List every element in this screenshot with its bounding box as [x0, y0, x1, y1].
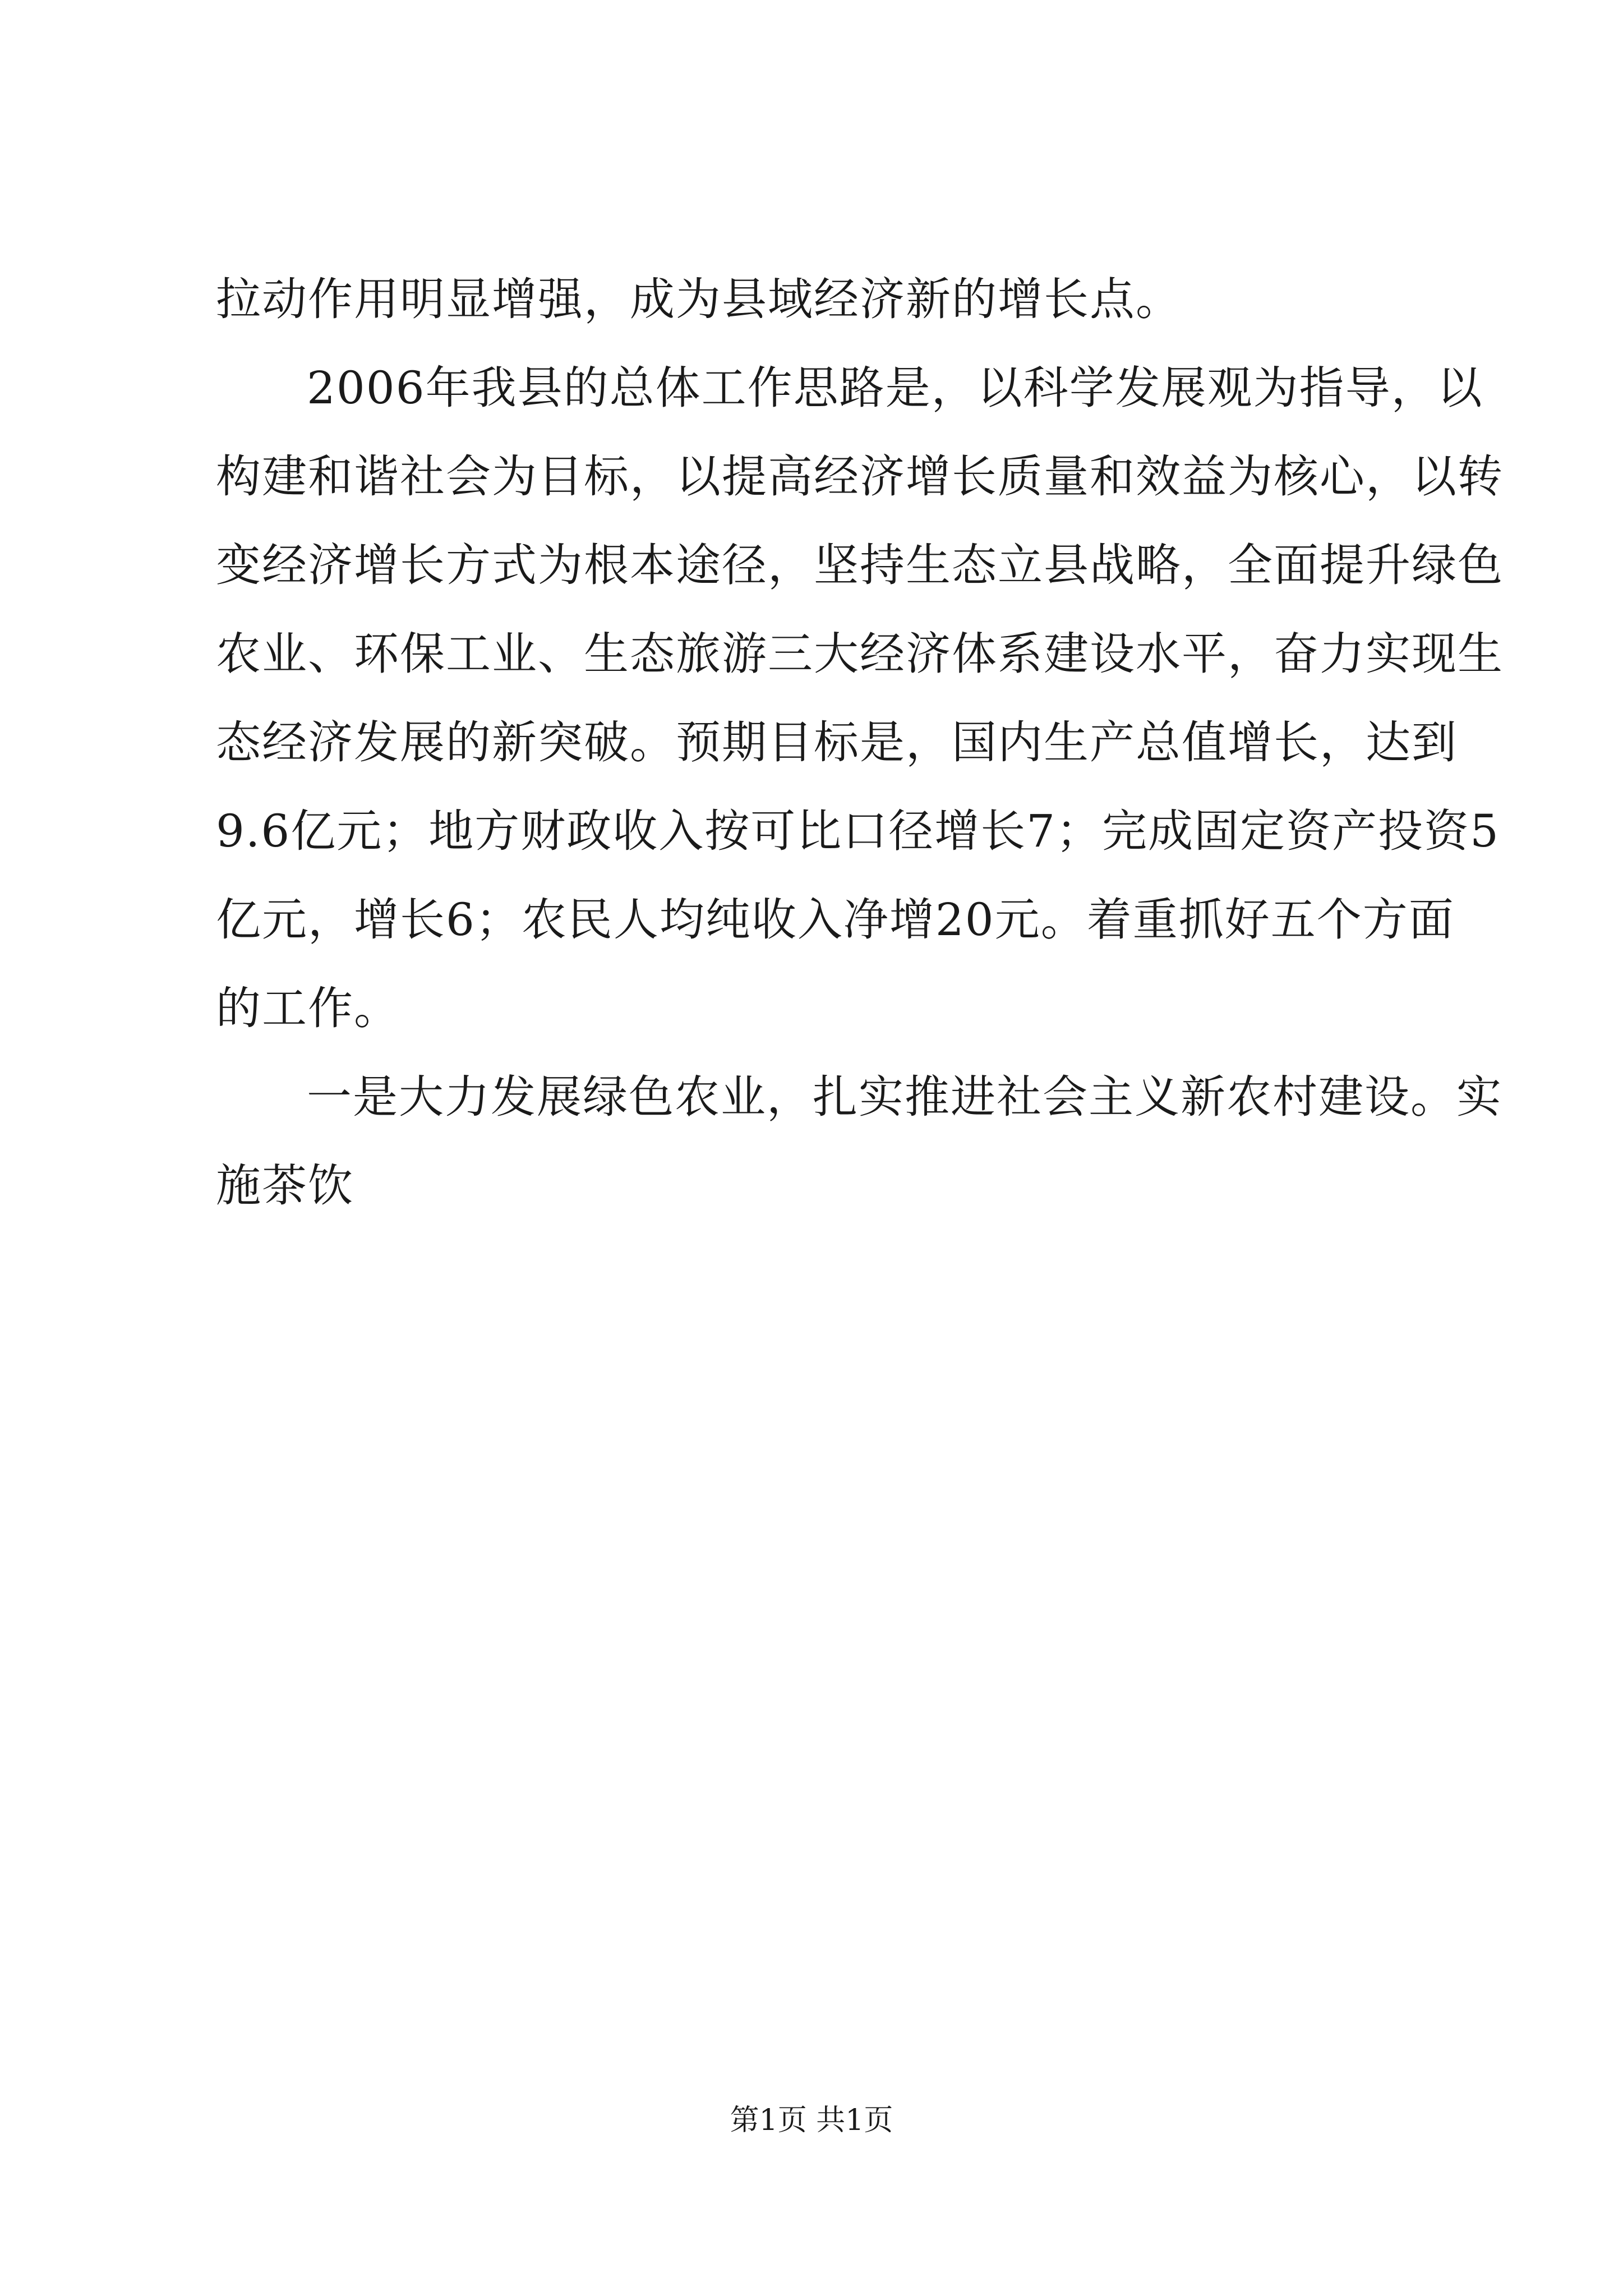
paragraph-line: 9.6亿元；地方财政收入按可比口径增长7；完成固定资产投资5	[216, 805, 1500, 857]
paragraph-line: 一是大力发展绿色农业，扎实推进社会主义新农村建设。实	[307, 1071, 1502, 1123]
paragraph-3	[216, 1053, 1502, 1230]
document-body	[216, 255, 1504, 1230]
paragraph-line: 拉动作用明显增强，成为县域经济新的增长点。	[216, 273, 1182, 325]
paragraph-line: 施茶饮	[216, 1159, 354, 1212]
paragraph-line: 亿元，增长6；农民人均纯收入净增20元。着重抓好五个方面	[216, 894, 1455, 946]
paragraph-2	[216, 344, 1504, 1053]
paragraph-line: 2006年我县的总体工作思路是，以科学发展观为指导，以	[307, 362, 1483, 414]
paragraph-line: 农业、环保工业、生态旅游三大经济体系建设水平，奋力实现生	[216, 628, 1504, 680]
paragraph-1	[216, 255, 1408, 344]
paragraph-line: 的工作。	[216, 982, 400, 1034]
paragraph-line: 构建和谐社会为目标，以提高经济增长质量和效益为核心，以转	[216, 450, 1504, 503]
paragraph-line: 变经济增长方式为根本途径，坚持生态立县战略，全面提升绿色	[216, 539, 1504, 591]
page-number-footer: 第1页 共1页	[730, 2104, 893, 2137]
paragraph-line: 态经济发展的新突破。预期目标是，国内生产总值增长，达到	[216, 716, 1458, 769]
